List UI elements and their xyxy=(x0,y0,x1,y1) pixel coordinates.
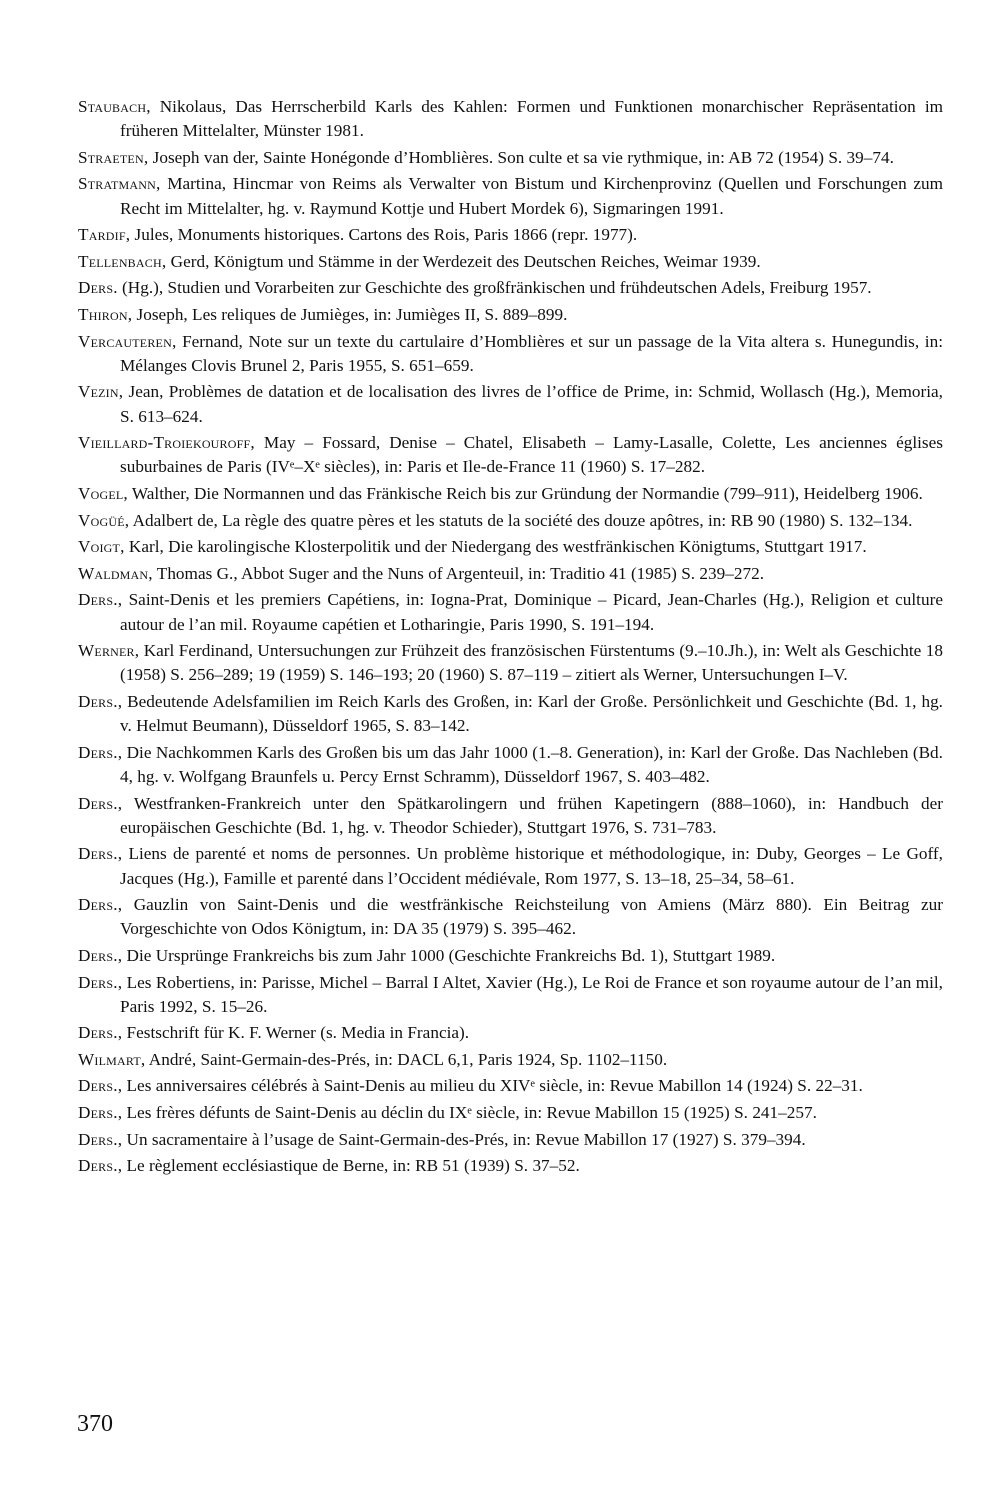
entry-citation: Liens de parenté et noms de personnes. Un problème historique et méthodologique, in: Duby, Georges – Le Goff, Jacques (Hg.), Famille et parenté dans l’Occident médiévale, Rom 1977, S. 13–18, 25–34, 58–61. xyxy=(120,844,943,888)
entry-author: Tardif, xyxy=(78,225,131,245)
bibliography-list xyxy=(78,95,943,1181)
entry-author: Tellenbach, xyxy=(78,251,167,271)
entry-author: Ders., xyxy=(78,972,123,992)
bibliography-entry xyxy=(78,276,943,300)
entry-citation: Jean, Problèmes de datation et de localisation des livres de l’office de Prime, in: Schmid, Wollasch (Hg.), Memoria, S. 613–624. xyxy=(120,382,943,426)
bibliography-entry xyxy=(78,562,943,586)
bibliography-entry xyxy=(78,250,943,274)
bibliography-entry xyxy=(78,330,943,378)
entry-author: Ders., xyxy=(78,1129,123,1149)
entry-citation: Die Ursprünge Frankreichs bis zum Jahr 1000 (Geschichte Frankreichs Bd. 1), Stuttgart 1989. xyxy=(122,945,776,965)
entry-citation: Walther, Die Normannen und das Fränkische Reich bis zur Gründung der Normandie (799–911), Heidelberg 1906. xyxy=(127,483,923,503)
entry-author: Ders., xyxy=(78,1103,123,1123)
entry-citation: Die Nachkommen Karls des Großen bis um das Jahr 1000 (1.–8. Generation), in: Karl der Große. Das Nachleben (Bd. 4, hg. v. Wolfgang Braunfels u. Percy Ernst Schramm), Düsseldorf 1967, S. 403–482. xyxy=(120,742,943,786)
bibliography-entry xyxy=(78,1128,943,1152)
bibliography-entry xyxy=(78,1154,943,1178)
bibliography-entry xyxy=(78,303,943,327)
bibliography-entry xyxy=(78,95,943,143)
bibliography-entry xyxy=(78,380,943,428)
entry-author: Ders., xyxy=(78,1023,123,1043)
entry-author: Ders., xyxy=(78,1076,123,1096)
bibliography-entry xyxy=(78,588,943,636)
bibliography-entry xyxy=(78,535,943,559)
entry-citation: Le règlement ecclésiastique de Berne, in: RB 51 (1939) S. 37–52. xyxy=(122,1156,580,1176)
bibliography-entry xyxy=(78,893,943,941)
entry-citation: André, Saint-Germain-des-Prés, in: DACL 6,1, Paris 1924, Sp. 1102–1150. xyxy=(145,1049,668,1069)
bibliography-entry xyxy=(78,1074,943,1098)
entry-author: Vieillard-Troiekouroff, xyxy=(78,433,255,453)
entry-author: Stratmann, xyxy=(78,174,161,194)
entry-author: Ders., xyxy=(78,793,123,813)
entry-author: Wilmart, xyxy=(78,1049,146,1069)
entry-citation: Joseph, Les reliques de Jumièges, in: Jumièges II, S. 889–899. xyxy=(132,304,568,324)
entry-author: Ders., xyxy=(78,691,123,711)
entry-author: Vogel, xyxy=(78,483,128,503)
entry-author: Voigt, xyxy=(78,537,125,557)
entry-author: Ders., xyxy=(78,590,123,610)
bibliography-entry xyxy=(78,944,943,968)
entry-citation: Gerd, Königtum und Stämme in der Werdezeit des Deutschen Reiches, Weimar 1939. xyxy=(166,251,761,271)
entry-author: Waldman, xyxy=(78,563,153,583)
entry-citation: Festschrift für K. F. Werner (s. Media in Francia). xyxy=(122,1023,470,1043)
entry-citation: Bedeutende Adelsfamilien im Reich Karls des Großen, in: Karl der Große. Persönlichkeit und Geschichte (Bd. 1, hg. v. Helmut Beumann), Düsseldorf 1965, S. 83–142. xyxy=(120,691,943,736)
entry-author: Ders., xyxy=(78,844,123,864)
bibliography-entry xyxy=(78,792,943,840)
entry-citation: Karl, Die karolingische Klosterpolitik und der Niedergang des westfränkischen Königtums, Stuttgart 1917. xyxy=(124,537,867,557)
entry-author: Ders., xyxy=(78,1156,123,1176)
entry-author: Ders., xyxy=(78,895,123,915)
entry-citation: May – Fossard, Denise – Chatel, Elisabeth – Lamy-Lasalle, Colette, Les anciennes églises suburbaines de Paris (IVᵉ–Xᵉ siècles), in: Paris et Ile-de-France 11 (1960) S. 17–282. xyxy=(120,433,943,477)
entry-citation: Un sacramentaire à l’usage de Saint-Germain-des-Prés, in: Revue Mabillon 17 (1927) S. 379–394. xyxy=(122,1129,806,1149)
bibliography-entry xyxy=(78,509,943,533)
bibliography-entry xyxy=(78,971,943,1019)
entry-author: Straeten, xyxy=(78,147,149,167)
bibliography-entry xyxy=(78,639,943,687)
entry-citation: Adalbert de, La règle des quatre pères et les statuts de la société des douze apôtres, in: RB 90 (1980) S. 132–134. xyxy=(129,510,913,530)
entry-author: Ders., xyxy=(78,945,123,965)
bibliography-entry xyxy=(78,1021,943,1045)
entry-citation: Westfranken-Frankreich unter den Spätkarolingern und frühen Kapetingern (888–1060), in: Handbuch der europäischen Geschichte (Bd. 1, hg. v. Theodor Schieder), Stuttgart 1976, S. 731–783. xyxy=(120,793,943,837)
bibliography-entry xyxy=(78,741,943,789)
entry-citation: Nikolaus, Das Herrscherbild Karls des Kahlen: Formen und Funktionen monarchischer Repräsentation im früheren Mittelalter, Münster 1981. xyxy=(120,97,943,141)
entry-citation: Jules, Monuments historiques. Cartons des Rois, Paris 1866 (repr. 1977). xyxy=(130,225,638,245)
entry-citation: Les frères défunts de Saint-Denis au déclin du IXᵉ siècle, in: Revue Mabillon 15 (1925) S. 241–257. xyxy=(122,1103,817,1123)
bibliography-entry xyxy=(78,1048,943,1072)
entry-author: Vezin, xyxy=(78,382,124,402)
bibliography-entry xyxy=(78,482,943,506)
bibliography-entry xyxy=(78,146,943,170)
entry-author: Werner, xyxy=(78,641,140,661)
entry-citation: Joseph van der, Sainte Honégonde d’Homblières. Son culte et sa vie rythmique, in: AB 72 (1954) S. 39–74. xyxy=(148,147,894,167)
bibliography-entry xyxy=(78,1101,943,1125)
bibliography-entry xyxy=(78,223,943,247)
entry-citation: (Hg.), Studien und Vorarbeiten zur Geschichte des großfränkischen und frühdeutschen Adels, Freiburg 1957. xyxy=(117,278,872,298)
entry-author: Staubach, xyxy=(78,97,151,116)
entry-citation: Les anniversaires célébrés à Saint-Denis au milieu du XIVᵉ siècle, in: Revue Mabillon 14 (1924) S. 22–31. xyxy=(122,1076,863,1096)
entry-author: Vogüé, xyxy=(78,510,130,530)
entry-author: Ders., xyxy=(78,742,123,762)
entry-citation: Fernand, Note sur un texte du cartulaire d’Homblières et sur un passage de la Vita altera s. Hunegundis, in: Mélanges Clovis Brunel 2, Paris 1955, S. 651–659. xyxy=(120,331,943,375)
page-number: 370 xyxy=(77,1411,113,1437)
entry-author: Vercauteren, xyxy=(78,331,177,351)
bibliography-entry xyxy=(78,842,943,890)
entry-citation: Thomas G., Abbot Suger and the Nuns of Argenteuil, in: Traditio 41 (1985) S. 239–272. xyxy=(152,563,765,583)
entry-citation: Saint-Denis et les premiers Capétiens, in: Iogna-Prat, Dominique – Picard, Jean-Charles (Hg.), Religion et culture autour de l’an mil. Royaume capétien et Lotharingie, Paris 1990, S. 191–194. xyxy=(120,590,943,634)
entry-author: Thiron, xyxy=(78,304,133,324)
entry-citation: Les Robertiens, in: Parisse, Michel – Barral I Altet, Xavier (Hg.), Le Roi de France et son royaume autour de l’an mil, Paris 1992, S. 15–26. xyxy=(120,972,943,1016)
entry-citation: Martina, Hincmar von Reims als Verwalter von Bistum und Kirchenprovinz (Quellen und Forschungen zum Recht im Mittelalter, hg. v. Raymund Kottje und Hubert Mordek 6), Sigmaringen 1991. xyxy=(120,174,943,218)
bibliography-entry xyxy=(78,172,943,220)
entry-citation: Gauzlin von Saint-Denis und die westfränkische Reichsteilung von Amiens (März 880). Ein Beitrag zur Vorgeschichte von Odos Königtum, in: DA 35 (1979) S. 395–462. xyxy=(120,895,943,939)
entry-citation: Karl Ferdinand, Untersuchungen zur Frühzeit des französischen Fürstentums (9.–10.Jh.), in: Welt als Geschichte 18 (1958) S. 256–289; 19 (1959) S. 146–193; 20 (1960) S. 87–119 – zitiert als Werner, Untersuchungen I–V. xyxy=(120,641,943,685)
entry-author: Ders. xyxy=(78,278,118,298)
bibliography-entry xyxy=(78,431,943,479)
bibliography-entry xyxy=(78,690,943,738)
